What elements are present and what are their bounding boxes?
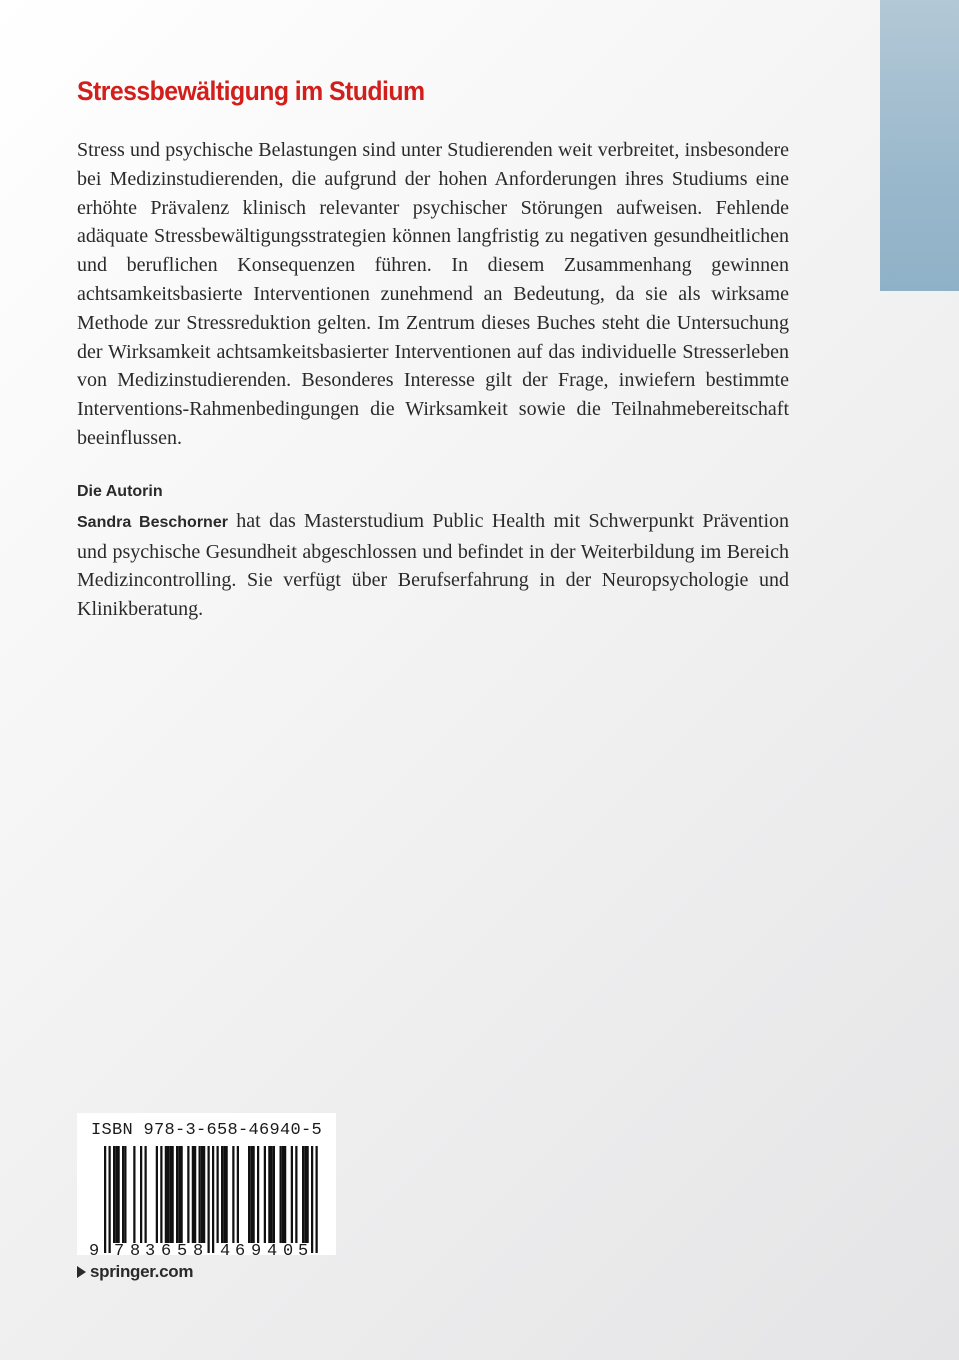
barcode-bar (264, 1146, 266, 1243)
barcode-bar (140, 1146, 142, 1243)
barcode-bar (248, 1146, 250, 1243)
barcode-bar (133, 1146, 135, 1243)
isbn-barcode (77, 1113, 336, 1261)
play-arrow-icon (77, 1266, 86, 1278)
book-title: Stressbewältigung im Studium (77, 76, 425, 106)
author-name: Sandra Beschorner (77, 513, 228, 531)
barcode-bar (257, 1146, 259, 1243)
barcode-bar (221, 1146, 223, 1243)
barcode-bar (118, 1146, 120, 1243)
back-cover-content (77, 72, 789, 624)
barcode-bar (304, 1146, 306, 1243)
barcode-bar (232, 1146, 234, 1243)
barcode-bar (172, 1146, 174, 1243)
barcode-digit: 5 (298, 1242, 309, 1261)
barcode-bar (124, 1146, 126, 1243)
spine-color-band (880, 0, 959, 291)
barcode-bar (316, 1146, 318, 1253)
barcode-bar (199, 1146, 201, 1243)
barcode-bar (282, 1146, 284, 1243)
barcode-digit: 6 (235, 1242, 246, 1261)
barcode-bar (181, 1146, 183, 1243)
barcode-bar (284, 1146, 286, 1243)
barcode-digit: 4 (220, 1242, 231, 1261)
barcode-bar (273, 1146, 275, 1243)
barcode-bar (201, 1146, 203, 1243)
author-bio-text: hat das Masterstudium Public Health mit Schwerpunkt Prävention und psychische Gesundheit abgeschlossen und befindet in der Weiterbildung im Bereich Medizincontrolling. Sie verfügt über Berufserfahrung in der Neuropsychologie und Klinikberatung. (77, 509, 790, 621)
author-bio (77, 507, 789, 624)
barcode-bar (167, 1146, 169, 1243)
barcode-bar (237, 1146, 239, 1243)
barcode-bar (268, 1146, 270, 1243)
barcode-bar (192, 1146, 194, 1243)
publisher-url: springer.com (90, 1262, 194, 1281)
barcode-bar (160, 1146, 162, 1243)
barcode-digit: 6 (161, 1242, 172, 1261)
barcode-bar (203, 1146, 205, 1243)
barcode-bar (217, 1146, 219, 1243)
author-heading: Die Autorin (77, 482, 163, 500)
barcode-bar (109, 1146, 111, 1253)
barcode-digit: 8 (130, 1242, 141, 1261)
barcode-bar (194, 1146, 196, 1243)
barcode-bar (165, 1146, 167, 1243)
barcode-bar (253, 1146, 255, 1243)
barcode-bar (307, 1146, 309, 1243)
barcode-bar (311, 1146, 313, 1253)
barcode-bar (223, 1146, 225, 1243)
barcode-digit: 3 (145, 1242, 156, 1261)
barcode-digit: 7 (114, 1242, 125, 1261)
barcode-bar (226, 1146, 228, 1243)
barcode-digit: 4 (267, 1242, 278, 1261)
barcode-bar (113, 1146, 115, 1243)
barcode-digit: 9 (251, 1242, 262, 1261)
barcode-bar (302, 1146, 304, 1243)
barcode-digit: 5 (177, 1242, 188, 1261)
barcode-bar (169, 1146, 171, 1243)
barcode-bar (212, 1146, 214, 1253)
barcode-bar (115, 1146, 117, 1243)
barcode-bar (178, 1146, 180, 1243)
barcode-bar (104, 1146, 106, 1253)
barcode-bars (77, 1113, 336, 1255)
barcode-bar (122, 1146, 124, 1243)
barcode-digit: 0 (283, 1242, 294, 1261)
barcode-bar (280, 1146, 282, 1243)
barcode-bar (156, 1146, 158, 1243)
barcode-digit: 8 (193, 1242, 204, 1261)
barcode-digit: 9 (89, 1242, 100, 1261)
barcode-bar (271, 1146, 273, 1243)
barcode-bar (291, 1146, 293, 1243)
barcode-bar (145, 1146, 147, 1243)
barcode-bar (295, 1146, 297, 1243)
barcode-bar (208, 1146, 210, 1253)
barcode-bar (187, 1146, 189, 1243)
barcode-bar (250, 1146, 252, 1243)
isbn-label: ISBN 978-3-658-46940-5 (91, 1121, 323, 1140)
publisher-link[interactable] (77, 1262, 193, 1282)
barcode-bar (176, 1146, 178, 1243)
book-description: Stress und psychische Belastungen sind unter Studierenden weit verbreitet, insbesondere bei Medizinstudierenden, die aufgrund der hohen Anforderungen ihres Studiums eine erhöhte Prävalenz klinisch relevanter psychischer Störungen aufweisen. Fehlende adäquate Stressbewältigungsstrategien können langfristig zu negativen gesundheitlichen und beruflichen Konsequenzen führen. In diesem Zusammenhang gewinnen achtsamkeitsbasierte Interventionen zunehmend an Bedeutung, da sie als wirksame Methode zur Stressreduktion gelten. Im Zentrum dieses Buches steht die Untersuchung der Wirksamkeit achtsamkeitsbasierter Interventionen auf das individuelle Stresserleben von Medizinstudierenden. Besonderes Interesse gilt der Frage, inwiefern bestimmte Interventions-Rahmenbedingungen die Wirksamkeit sowie die Teilnahmebereitschaft beeinflussen. (77, 139, 789, 449)
